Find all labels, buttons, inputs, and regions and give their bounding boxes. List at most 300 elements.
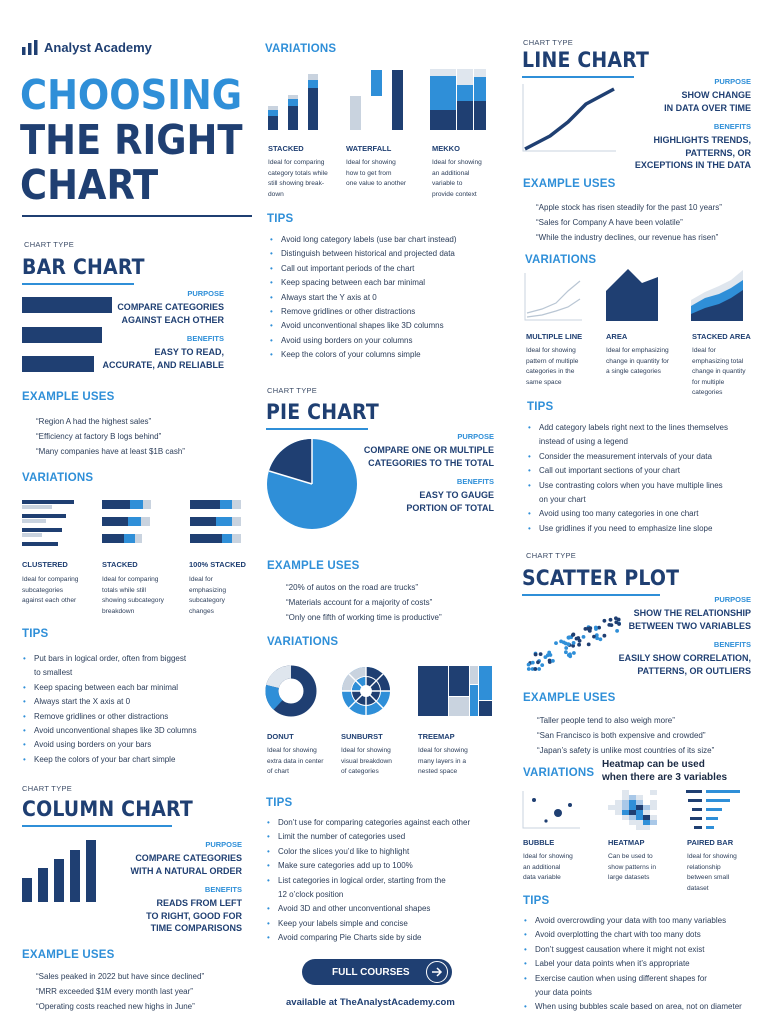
col-var-stacked-illus <box>266 72 320 130</box>
scatter-chart-type: CHART TYPE <box>526 551 577 560</box>
pie-examples-title: EXAMPLE USES <box>267 560 360 572</box>
line-examples-title: EXAMPLE USES <box>523 178 616 190</box>
bar-var-stacked-desc-2: totals while still <box>102 586 146 594</box>
scatter-purpose-line-1: SHOW THE RELATIONSHIP <box>633 608 751 618</box>
col-var-stacked <box>268 144 342 200</box>
col-var-mekko-desc-1: Ideal for showing <box>432 159 482 166</box>
pie-purpose-line-2: CATEGORIES TO THE TOTAL <box>368 457 494 468</box>
illus-bar <box>430 110 456 130</box>
bar-var-100stacked-desc-1: Ideal for <box>189 576 213 583</box>
pie-benefits-line-2: PORTION OF TOTAL <box>406 502 494 513</box>
line-purpose-line-2: IN DATA OVER TIME <box>664 102 751 113</box>
pie-tips-list <box>266 816 512 946</box>
scatter-tip-3: • Don’t suggest causation where it might not exist <box>523 943 765 957</box>
column-purpose-block <box>92 840 242 935</box>
illus-bar <box>449 697 469 716</box>
title-divider <box>22 215 252 217</box>
bar-purpose-line-2: AGAINST EACH OTHER <box>121 314 224 325</box>
line-benefits-line-2: PATTERNS, OR <box>685 147 751 158</box>
heatmap-illus-cell <box>643 815 650 820</box>
illus-bar <box>474 69 486 77</box>
main-title-line-2: THE RIGHT <box>20 116 243 164</box>
illus-bar <box>706 826 714 829</box>
pie-tips-title: TIPS <box>266 797 293 809</box>
illus-bar <box>418 666 448 716</box>
heatmap-illus-cell <box>629 805 636 810</box>
pie-var-donut-desc-1: Ideal for showing <box>267 747 317 754</box>
line-var-multiple-desc-4: same space <box>526 378 562 386</box>
scatter-example-1: “Taller people tend to also weigh more” <box>537 716 675 725</box>
col-var-stacked-desc-1: Ideal for comparing <box>268 159 325 166</box>
bar-examples-list <box>36 414 185 459</box>
illus-bar <box>457 101 473 130</box>
col-tip-5: • Always start the Y axis at 0 <box>269 291 514 305</box>
logo-bars-icon <box>22 40 38 55</box>
bar-var-clustered <box>22 560 94 607</box>
logo-name: Analyst Academy <box>44 40 152 55</box>
col-var-mekko-name: MEKKO <box>432 144 460 153</box>
illus-bar <box>102 517 128 526</box>
heatmap-illus-cell <box>629 820 636 825</box>
col-var-mekko <box>432 144 502 200</box>
bar-var-100stacked <box>189 560 255 617</box>
scatter-var-heatmap-desc-1: Can be used to <box>608 853 653 860</box>
line-purpose-label: PURPOSE <box>714 77 751 86</box>
line-var-multiple-illus <box>524 273 582 321</box>
bar-purpose-line-1: COMPARE CATEGORIES <box>117 302 224 312</box>
illus-bar <box>449 666 469 696</box>
scatter-tip-1: • Avoid overcrowding your data with too many variables <box>523 914 765 928</box>
column-variations-title: VARIATIONS <box>265 43 337 55</box>
heatmap-illus-cell <box>636 800 643 805</box>
line-benefits-line-1: HIGHLIGHTS TRENDS, <box>653 135 751 145</box>
illus-bar <box>268 110 278 116</box>
line-tips-title: TIPS <box>527 401 554 413</box>
pie-tip-4: • Make sure categories add up to 100% <box>266 859 512 873</box>
heatmap-illus-cell <box>643 810 650 815</box>
bar-var-stacked <box>102 560 180 617</box>
bubble-illus-point <box>544 819 547 822</box>
line-example-1: “Apple stock has risen steadily for the past 10 years” <box>536 203 722 212</box>
scatter-illus-dot <box>562 641 566 645</box>
scatter-var-paired-bar-desc-3: between small <box>687 874 730 881</box>
heatmap-illus-cell <box>629 810 636 815</box>
heatmap-illus-cell <box>622 815 629 820</box>
scatter-example-3: “Japan’s safety is unlike most countries of its size” <box>537 746 715 755</box>
column-illus-bar-4 <box>70 850 80 902</box>
col-tip-7: • Avoid unconventional shapes like 3D columns <box>269 319 514 333</box>
pie-tip-6: • Avoid 3D and other unconventional shapes <box>266 902 512 916</box>
line-var-area-desc-1: Ideal for emphasizing <box>606 347 669 354</box>
multi-line-series-2 <box>527 299 580 317</box>
scatter-illus-dot <box>539 652 543 656</box>
illus-bar <box>350 96 361 130</box>
bar-var-100stacked-name: 100% STACKED <box>189 560 246 569</box>
scatter-var-bubble-desc-1: Ideal for showing <box>523 853 573 860</box>
line-benefits-line-3: EXCEPTIONS IN THE DATA <box>634 160 751 170</box>
scatter-tip-4: • Label your data points when it’s appropriate <box>523 957 765 971</box>
heatmap-illus-cell <box>636 825 643 830</box>
bubble-illus-point <box>532 798 536 802</box>
line-var-stacked-area-desc-1: Ideal for <box>692 347 716 354</box>
column-tips-title: TIPS <box>267 213 294 225</box>
multi-line-series-1 <box>527 281 580 313</box>
scatter-illus-dot <box>575 637 579 641</box>
illus-bar <box>479 666 492 700</box>
heatmap-illus-cell <box>650 800 657 805</box>
scatter-title: SCATTER PLOT <box>522 566 680 590</box>
scatter-illus-dot <box>527 663 531 667</box>
scatter-var-paired-bar-desc-2: relationship <box>687 863 721 871</box>
scatter-purpose-label: PURPOSE <box>714 595 751 604</box>
footer-link[interactable]: available at TheAnalystAcademy.com <box>286 997 455 1008</box>
heatmap-illus-cell <box>636 805 643 810</box>
bar-benefits-line-2: ACCURATE, AND RELIABLE <box>102 359 224 370</box>
pie-var-treemap-desc-1: Ideal for showing <box>418 747 468 754</box>
full-courses-label: FULL COURSES <box>332 966 410 978</box>
heatmap-illus-cell <box>643 825 650 830</box>
illus-bar <box>690 817 702 820</box>
pie-benefits-line-1: EASY TO GAUGE <box>419 490 494 500</box>
line-var-stacked-area-desc-5: categories <box>692 389 723 396</box>
pie-tip-1: • Don’t use for comparing categories against each other <box>266 816 512 830</box>
heatmap-illus-cell <box>622 810 629 815</box>
col-var-stacked-desc-2: category totals while <box>268 169 328 177</box>
column-benefits-label: BENEFITS <box>204 885 242 894</box>
line-var-area-name: AREA <box>606 332 628 341</box>
column-examples-list <box>36 969 204 1014</box>
main-title-line-1: CHOOSING <box>20 71 243 119</box>
col-var-stacked-desc-4: down <box>268 190 284 198</box>
illus-bar <box>222 534 232 543</box>
illus-bar <box>130 500 143 509</box>
pie-var-treemap-desc-2: many layers in a <box>418 757 467 765</box>
bar-benefits-line-1: EASY TO READ, <box>154 347 224 357</box>
scatter-benefits-line-1: EASILY SHOW CORRELATION, <box>618 653 751 663</box>
illus-bar <box>143 500 151 509</box>
illus-bar <box>457 85 473 101</box>
pie-var-treemap-desc-3: nested space <box>418 768 458 775</box>
pie-title-underline <box>266 428 368 430</box>
illus-bar <box>220 500 232 509</box>
col-tip-3: • Call out important periods of the chart <box>269 262 514 276</box>
pie-var-sunburst-illus <box>340 665 392 717</box>
column-title-underline <box>22 825 172 827</box>
bar-var-clustered-illus <box>22 500 78 548</box>
illus-bar <box>124 534 135 543</box>
bar-example-3: “Many companies have at least $1B cash” <box>36 447 185 456</box>
scatter-illus-dot <box>537 667 541 671</box>
scatter-variation-note <box>602 758 727 784</box>
scatter-var-bubble-desc-2: an additional <box>523 863 561 871</box>
line-var-stacked-area-desc-2: emphasizing total <box>692 357 744 365</box>
main-title-line-3: CHART <box>20 161 159 209</box>
scatter-tips-title: TIPS <box>523 895 550 907</box>
illus-bar <box>232 500 241 509</box>
illus-bar <box>430 69 456 76</box>
column-illus-bar-3 <box>54 859 64 902</box>
bar-example-1: “Region A had the highest sales” <box>36 417 152 426</box>
heatmap-illus-cell <box>636 795 643 800</box>
scatter-illus-dot <box>567 636 571 640</box>
bar-var-100stacked-illus <box>190 500 242 548</box>
scatter-tip-6: • When using bubbles scale based on area, not on diameter <box>523 1000 765 1014</box>
line-var-stacked-area-name: STACKED AREA <box>692 332 751 341</box>
illus-bar <box>190 500 220 509</box>
col-var-stacked-name: STACKED <box>268 144 304 153</box>
bar-chart-type: CHART TYPE <box>24 240 75 249</box>
pie-var-sunburst-desc-1: Ideal for showing <box>341 747 391 754</box>
bar-var-clustered-desc-1: Ideal for comparing <box>22 576 79 583</box>
pie-var-donut-illus <box>265 665 317 717</box>
pie-var-donut-desc-2: extra data in center <box>267 757 324 765</box>
illus-bar <box>479 701 492 716</box>
bar-var-clustered-desc-2: subcategories <box>22 586 64 594</box>
bar-purpose-block <box>74 289 224 371</box>
scatter-var-paired-bar-illus <box>686 790 742 830</box>
line-example-3: “While the industry declines, our revenue has risen” <box>536 233 719 242</box>
pie-var-donut-name: DONUT <box>267 732 294 741</box>
line-var-multiple-desc-2: pattern of multiple <box>526 357 579 365</box>
scatter-illus-dot <box>531 661 535 665</box>
column-chart-type: CHART TYPE <box>22 784 73 793</box>
col-var-mekko-desc-2: an additional <box>432 169 470 177</box>
column-title: COLUMN CHART <box>22 797 193 821</box>
line-var-area-desc-3: a single categories <box>606 368 661 375</box>
heatmap-illus-cell <box>608 805 615 810</box>
donut-illus-mid-segment <box>272 687 278 706</box>
scatter-illus-dot <box>540 663 544 667</box>
col-var-mekko-illus <box>430 69 486 130</box>
line-var-stacked-area-desc-4: for multiple <box>692 378 725 386</box>
bar-title: BAR CHART <box>22 255 145 279</box>
illus-bar <box>470 685 478 716</box>
scatter-purpose-line-2: BETWEEN TWO VARIABLES <box>628 620 751 631</box>
bar-tip-5: • Avoid unconventional shapes like 3D columns <box>22 724 254 738</box>
line-var-multiple <box>526 332 602 388</box>
full-courses-button[interactable] <box>302 959 452 985</box>
scatter-var-bubble <box>523 838 595 884</box>
scatter-note-line-1: Heatmap can be used <box>602 759 705 770</box>
bar-var-clustered-name: CLUSTERED <box>22 560 68 569</box>
line-benefits-label: BENEFITS <box>713 122 751 131</box>
column-examples-title: EXAMPLE USES <box>22 949 115 961</box>
scatter-illus-dot <box>572 641 576 645</box>
scatter-var-paired-bar <box>687 838 763 894</box>
illus-bar <box>474 77 486 101</box>
pie-tip-3: • Color the slices you’d like to highlight <box>266 845 512 859</box>
illus-bar <box>371 70 382 96</box>
bar-tip-3: • Always start the X axis at 0 <box>22 695 254 709</box>
illus-bar <box>232 517 241 526</box>
illus-bar <box>694 826 702 829</box>
pie-var-treemap-illus <box>418 666 492 716</box>
illus-bar <box>474 101 486 130</box>
main-title <box>20 73 243 208</box>
illus-bar <box>430 76 456 110</box>
bar-var-stacked-name: STACKED <box>102 560 138 569</box>
line-purpose-block <box>601 77 751 172</box>
illus-bar <box>268 106 278 110</box>
heatmap-illus-cell <box>650 820 657 825</box>
scatter-illus-dot <box>551 659 555 663</box>
bar-var-clustered-desc-3: against each other <box>22 597 77 604</box>
line-tip-2: • Consider the measurement intervals of your data <box>527 450 763 464</box>
logo <box>22 40 152 55</box>
pie-purpose-block <box>344 432 494 514</box>
line-chart-type: CHART TYPE <box>523 38 574 47</box>
scatter-tips-list <box>523 914 765 1015</box>
bar-tip-4: • Remove gridlines or other distractions <box>22 710 254 724</box>
scatter-benefits-label: BENEFITS <box>713 640 751 649</box>
col-var-waterfall-desc-1: Ideal for showing <box>346 159 396 166</box>
line-variations-title: VARIATIONS <box>525 254 597 266</box>
bar-var-stacked-illus <box>102 500 158 548</box>
bar-title-underline <box>22 283 134 285</box>
bar-tip-6: • Avoid using borders on your bars <box>22 738 254 752</box>
line-example-2: “Sales for Company A have been volatile” <box>536 218 683 227</box>
column-purpose-line-2: WITH A NATURAL ORDER <box>130 865 242 876</box>
line-var-multiple-name: MULTIPLE LINE <box>526 332 583 341</box>
scatter-illus-dot <box>527 667 531 671</box>
bar-tip-2: • Keep spacing between each bar minimal <box>22 681 254 695</box>
col-var-waterfall-name: WATERFALL <box>346 144 392 153</box>
bar-tip-1-cont: to smallest <box>34 668 73 678</box>
scatter-examples-title: EXAMPLE USES <box>523 692 616 704</box>
illus-bar <box>102 500 130 509</box>
pie-title: PIE CHART <box>266 400 379 424</box>
col-var-mekko-desc-3: variable to <box>432 180 463 187</box>
illus-bar <box>692 808 702 811</box>
column-benefits-line-1: READS FROM LEFT <box>156 898 242 908</box>
line-tips-list <box>527 421 763 536</box>
illus-bar <box>22 528 62 532</box>
scatter-var-heatmap-illus <box>608 790 664 830</box>
scatter-illus-dot <box>547 651 551 655</box>
illus-bar <box>141 517 150 526</box>
scatter-illus-dot <box>572 651 576 655</box>
illus-bar <box>268 116 278 130</box>
line-tip-5: • Avoid using too many categories in one chart <box>527 507 763 521</box>
line-var-multiple-desc-1: Ideal for showing <box>526 347 576 354</box>
scatter-example-2: “San Francisco is both expensive and crowded” <box>537 731 706 740</box>
column-benefits-line-2: TO RIGHT, GOOD FOR <box>146 910 242 921</box>
illus-bar <box>22 533 42 537</box>
pie-tip-5-cont: 12 o’clock position <box>278 890 344 900</box>
heatmap-illus-cell <box>650 815 657 820</box>
scatter-illus-dot <box>554 641 558 645</box>
pie-var-treemap-name: TREEMAP <box>418 732 455 741</box>
bar-var-100stacked-desc-4: changes <box>189 607 214 615</box>
col-var-waterfall-illus <box>350 70 406 130</box>
line-purpose-line-1: SHOW CHANGE <box>681 90 751 100</box>
col-tip-6: • Remove gridlines or other distractions <box>269 305 514 319</box>
heatmap-illus-cell <box>636 820 643 825</box>
bar-var-100stacked-desc-2: emphasizing <box>189 586 227 594</box>
scatter-purpose-block <box>581 595 751 677</box>
column-example-1: “Sales peaked in 2022 but have since declined” <box>36 972 205 981</box>
donut-illus-light-segment <box>273 672 292 687</box>
illus-bar <box>686 790 702 793</box>
scatter-tip-5: • Exercise caution when using different shapes for <box>523 972 765 986</box>
scatter-var-heatmap <box>608 838 680 884</box>
scatter-note-line-2: when there are 3 variables <box>602 772 728 783</box>
bar-tips-list <box>22 652 254 767</box>
column-example-2: “MRR exceeded $1M every month last year” <box>36 987 193 996</box>
bar-benefits-label: BENEFITS <box>186 334 224 343</box>
line-tip-3: • Call out important sections of your chart <box>527 464 763 478</box>
heatmap-illus-cell <box>615 810 622 815</box>
scatter-tip-2: • Avoid overplotting the chart with too many dots <box>523 928 765 942</box>
heatmap-illus-cell <box>629 800 636 805</box>
col-tip-2: • Distinguish between historical and projected data <box>269 247 514 261</box>
pie-variations-title: VARIATIONS <box>267 636 339 648</box>
col-var-mekko-desc-4: provide context <box>432 190 477 198</box>
pie-var-sunburst-desc-2: visual breakdown <box>341 757 392 765</box>
pie-purpose-line-1: COMPARE ONE OR MULTIPLE <box>363 445 494 455</box>
heatmap-illus-cell <box>622 790 629 795</box>
scatter-illus-dot <box>533 667 537 671</box>
arrow-right-icon <box>426 961 448 983</box>
heatmap-illus-cell <box>629 815 636 820</box>
illus-bar <box>288 106 298 130</box>
pie-example-1: “20% of autos on the road are trucks” <box>286 583 419 592</box>
scatter-illus-dot <box>564 650 568 654</box>
column-purpose-line-1: COMPARE CATEGORIES <box>135 853 242 863</box>
bar-var-stacked-desc-1: Ideal for comparing <box>102 576 159 583</box>
bar-examples-title: EXAMPLE USES <box>22 391 115 403</box>
col-var-stacked-desc-3: still showing break- <box>268 180 325 187</box>
line-var-stacked-area <box>692 332 762 399</box>
bubble-illus-point <box>554 809 562 817</box>
illus-bar <box>308 88 318 130</box>
heatmap-illus-cell <box>643 820 650 825</box>
bubble-illus-point <box>568 803 572 807</box>
line-var-stacked-area-illus <box>691 270 743 321</box>
heatmap-illus-cell <box>615 805 622 810</box>
bar-variations-title: VARIATIONS <box>22 472 94 484</box>
bar-tip-1: • Put bars in logical order, often from biggest <box>22 652 254 666</box>
pie-example-3: “Only one fifth of working time is productive” <box>286 613 442 622</box>
bar-var-stacked-desc-4: breakdown <box>102 607 135 615</box>
illus-bar <box>392 70 403 130</box>
line-var-area-desc-2: change in quantity for <box>606 357 670 365</box>
line-var-multiple-desc-3: categories in the <box>526 368 575 375</box>
bar-var-stacked-desc-3: showing subcategory <box>102 597 164 604</box>
bar-tip-7: • Keep the colors of your bar chart simple <box>22 753 254 767</box>
illus-bar <box>22 500 74 504</box>
sunburst-illus-dividers <box>342 667 390 715</box>
area-illus-fill <box>606 269 658 321</box>
col-tip-4: • Keep spacing between each bar minimal <box>269 276 514 290</box>
scatter-var-heatmap-desc-3: large datasets <box>608 874 650 881</box>
col-var-waterfall-desc-3: one value to another <box>346 180 407 187</box>
column-benefits-line-3: TIME COMPARISONS <box>150 923 242 933</box>
pie-tip-2: • Limit the number of categories used <box>266 830 512 844</box>
heatmap-illus-cell <box>615 800 622 805</box>
heatmap-illus-cell <box>622 800 629 805</box>
illus-bar <box>232 534 241 543</box>
line-var-stacked-area-desc-3: change in quantity <box>692 368 746 375</box>
bubble-illus-axes <box>523 791 580 828</box>
illus-bar <box>706 799 730 802</box>
pie-var-sunburst <box>341 732 413 778</box>
line-title: LINE CHART <box>522 48 650 72</box>
scatter-examples-list <box>537 713 714 758</box>
heatmap-illus-cell <box>622 795 629 800</box>
scatter-var-bubble-illus <box>522 791 580 829</box>
illus-bar <box>706 808 722 811</box>
